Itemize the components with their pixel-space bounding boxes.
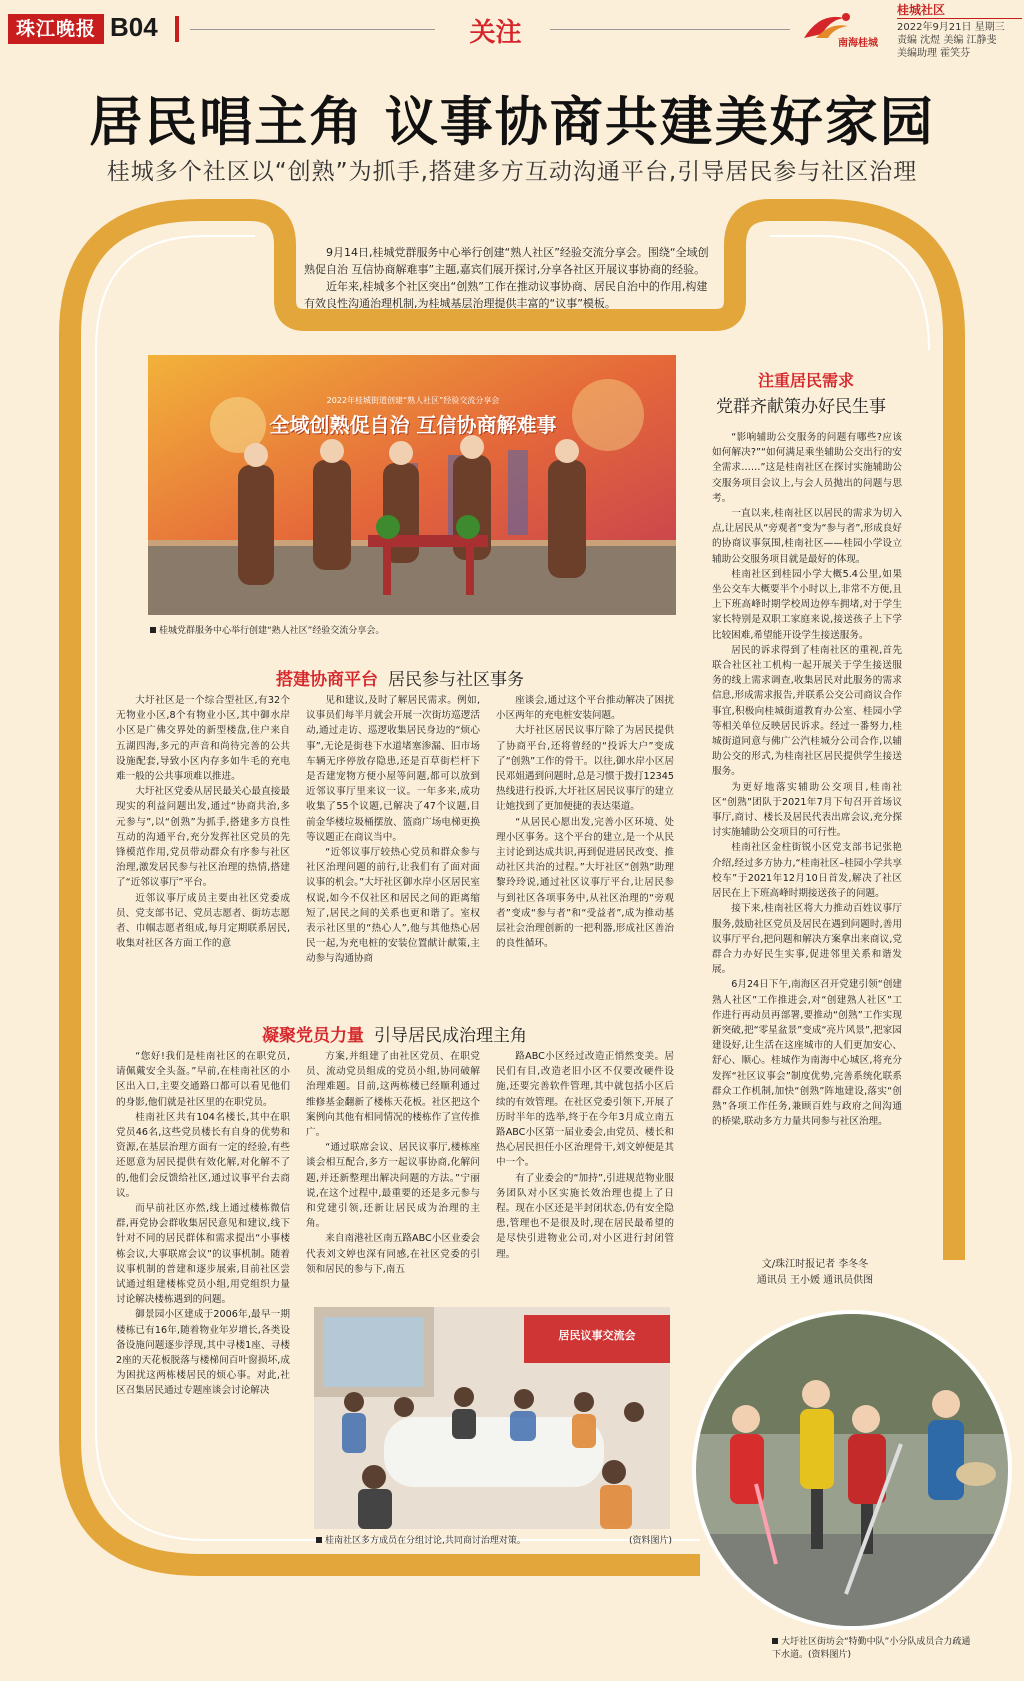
article-column (306, 1049, 480, 1301)
section-title (262, 1021, 527, 1046)
editor-assistant-line: 美编助理 霍笑芬 (897, 48, 971, 59)
paragraph: 有了业委会的“加持”,引进规范物业服务团队对小区实施长效治理也提上了日程。现在小区还是半封闭状态,仍有安全隐患,管理也不是很及时,现在居民最希望的是尽快引进物业公司,对小区进行封闭管理。 (496, 1172, 674, 1260)
paragraph: 御景园小区建成于2006年,最早一期楼栋已有16年,随着物业年岁增长,各类设备设施问题逐步浮现,其中寻楼1座、寻楼2座的天花板脱落与楼梯间百叶窗损坏,成为困扰这两栋楼居民的烦心事。对此,社区召集居民通过专题座谈会讨论解决 (116, 1309, 290, 1397)
photo-caption (150, 625, 550, 638)
paragraph: 一直以来,桂南社区以居民的需求为切入点,让居民从“旁观者”变为“参与者”,形成良好的协商议事氛围,桂南社区——桂园小学设立辅助公交服务项目就是最好的体现。 (712, 508, 902, 565)
paragraph: 见和建议,及时了解居民需求。例如,议事员们每半月就会开展一次街坊巡逻活动,通过走访、巡逻收集居民身边的“烦心事”,无论是街巷下水道堵塞渗漏、旧市场车辆无序停放存隐患,还是百草街栏杆下是否建宠物方便小屋等问题,都可以放到近邻议事厅里来议一议。一年多来,成功收集了55个议题,已解决了47个议题,目前金华楼垃圾桶摆放、篮商广场电梯更换等议题正在商议当中。 (306, 695, 480, 843)
paragraph: 而早前社区亦然,线上通过楼栋微信群,再党协会群收集居民意见和建议,线下针对不同的居民群体和需求提出“小事楼栋会议,大事联席会议”的议事机制。随着议事机制的普建和逐步展索,目前社区尝试通过组建楼栋党员小组,用党组织力量讨论解决楼栋遇到的问题。 (116, 1203, 290, 1306)
byline-reporter: 文/珠江时报记者 李冬冬 (761, 1259, 869, 1270)
paragraph: “您好!我们是桂南社区的在职党员,请佩戴安全头盔。”早前,在桂南社区的小区出入口,主要交通路口都可以看见他们的身影,他们就是社区里的在职党员。 (116, 1051, 290, 1108)
section-title (276, 665, 524, 690)
photo-drain-clearing (692, 1310, 1012, 1630)
photo-caption-text: 大圩社区街坊会“特勤中队”小分队成员合力疏通下水道。(资料图片) (772, 1637, 971, 1660)
paragraph: 居民的诉求得到了桂南社区的重视,首先联合社区社工机构一起开展关于学生接送服务的线上需求调查,收集居民对此服务的需求信息,形成需求报告,并联系公交公司商议合作事宜,积极向桂城街道教育办公室、桂园小学等相关单位反映居民诉求。经过一番努力,桂城街道同意与佛广公汽桂城分公司合作,以辅助公交的形式,为桂南社区居民提供学生接送服务。 (712, 644, 902, 778)
section-title-text: 引导居民成治理主角 (374, 1026, 527, 1046)
column-name: 桂城社区 (897, 4, 1022, 19)
section-title-key: 搭建协商平台 (276, 670, 378, 690)
forum-stage-image (148, 355, 676, 615)
byline-correspondent: 通讯员 王小媛 通讯员供图 (756, 1275, 874, 1286)
lead-paragraph: 9月14日,桂城党群服务中心举行创建“熟人社区”经验交流分享会。围绕“全域创熟促自治 互信协商解难事”主题,嘉宾们展开探讨,分享各社区开展议事协商的经验。 (304, 246, 709, 276)
paragraph: 大圩社区党委从居民最关心最直接最现实的利益问题出发,通过“协商共治,多元参与”,以“创熟”为抓手,搭建多方良性互动的沟通平台,充分发挥社区党员的先锋模范作用,党员带动群众有序参与社区治理,激发居民参与社区治理的热情,搭建了“近邻议事厅”平台。 (116, 786, 290, 889)
paragraph: “从居民心愿出发,完善小区环境、处理小区事务。这个平台的建立,是一个从民主讨论到达成共识,再到促进居民改变、推动社区共治的过程。”大圩社区“创熟”助理黎玲玲说,通过社区议事厅平台,让居民参与到社区各项事务中,从社区治理的“旁观者”变成“参与者”和“受益者”,成为推动基层社会治理创新的一把利器,形成社区善治的良性循环。 (496, 816, 674, 950)
paragraph: “近邻议事厅较热心党员和群众参与社区治理问题的前行,让我们有了面对面议事的机会。”大圩社区御水岸小区居民室权说,如今不仅社区和居民之间的距离缩短了,居民之间的关系也更和谐了。室权表示社区里的“热心人”,他与其他热心居民一起,为充电桩的安装位置献计献策,主动参与沟通协商 (306, 847, 480, 965)
photo-banner-small: 2022年桂城街道创建“熟人社区”经验交流分享会 (326, 396, 500, 405)
article-column (116, 1049, 290, 1509)
paragraph: 近邻议事厅成员主要由社区党委成员、党支部书记、党员志愿者、街坊志愿者、巾帼志愿者组成,每月定期联系居民,收集对社区各方面工作的意 (116, 892, 290, 950)
caption-marker-icon (316, 1537, 322, 1543)
paragraph: “影响辅助公交服务的问题有哪些?应该如何解决?”“如何满足乘坐辅助公交出行的安全需求……”这是桂南社区在探讨实施辅助公交服务项目会议上,与会人员抛出的问题与思考。 (712, 432, 902, 504)
caption-marker-icon (772, 1638, 778, 1644)
subheadline: 桂城多个社区以“创熟”为抓手,搭建多方互动沟通平台,引导居民参与社区治理 (106, 159, 918, 185)
lead-paragraphs (304, 244, 714, 312)
headline: 居民唱主角 议事协商共建美好家园 (89, 92, 935, 153)
paragraph: 来自南港社区南五路ABC小区业委会代表刘文婷也深有同感,在社区党委的引领和居民的参与下,南五 (306, 1233, 480, 1275)
article-column (496, 1049, 674, 1301)
caption-marker-icon (150, 627, 156, 633)
paragraph: 桂南社区金柱街锐小区党支部书记张艳介绍,经过多方协力,“桂南社区–桂园小学共享校车”于2021年12月10日首发,解决了社区居民在上下班高峰时期接送孩子的问题。 (712, 842, 902, 900)
photo-caption (316, 1535, 672, 1548)
paragraph: “通过联席会议、居民议事厅,楼栋座谈会相互配合,多方一起议事协商,化解问题,并还新整理出解决问题的方法。”宁丽说,在这个过程中,最重要的还是多元参与和党建引领,还新让居民成为治理的主角。 (306, 1142, 480, 1230)
paragraph: 桂南社区共有104名楼长,其中在职党员46名,这些党员楼长有自身的优势和资源,在基层治理方面有一定的经验,有些还愿意为居民提供有效化解,对化解不了的,他们会反馈给社区,通过议事平台去商议。 (116, 1111, 290, 1199)
masthead-logo: 珠江晚报 (8, 14, 104, 44)
issue-date: 2022年9月21日 星期三 (897, 22, 1005, 33)
drain-clearing-image (696, 1314, 1008, 1626)
sidebar-column (712, 430, 902, 1240)
logo-text: 南海桂城 (838, 38, 878, 49)
paragraph: 方案,并组建了由社区党员、在职党员、流动党员组成的党员小组,协同破解治理难题。目前,这两栋楼已经顺利通过维修基金翻新了楼栋天花板。社区把这个案例向其他有相同情况的楼栋作了宣传推广。 (306, 1051, 480, 1139)
article-column (306, 693, 480, 1011)
photo-credit: (资料图片) (628, 1536, 672, 1546)
photo-discussion (314, 1307, 670, 1529)
paragraph: 路ABC小区经过改造正悄然变美。居民们有目,改造老旧小区不仅要改硬件设施,还要完善软件管理,其中就包括小区后续的有效管理。在社区党委引领下,开展了历时半年的选举,终于在今年3月成立南五路ABC小区第一届业委会,由党员、楼长和热心居民担任小区治理骨干,刘文婷便是其中一个。 (496, 1051, 674, 1169)
paragraph: 座谈会,通过这个平台推动解决了困扰小区两年的充电桩安装问题。 (496, 695, 674, 722)
article-column (116, 693, 290, 1011)
sidebar-title: 党群齐献策办好民生事 (716, 397, 886, 417)
photo-caption-text: 桂南社区多方成员在分组讨论,共同商讨治理对策。 (325, 1536, 526, 1546)
editor-line: 责编 沈煜 美编 江静斐 (897, 35, 997, 46)
byline (740, 1257, 890, 1289)
paragraph: 为更好地落实辅助公交项目,桂南社区“创熟”团队于2021年7月下旬召开首场议事厅,商讨、楼长及居民代表出席会议,充分探讨实施辅助公交项目的可行性。 (712, 781, 902, 839)
sidebar-title-key: 注重居民需求 (758, 371, 855, 390)
lead-paragraph: 近年来,桂城多个社区突出“创熟”工作在推动议事协商、居民自治中的作用,构建有效良性沟通治理机制,为桂城基层治理提供丰富的“议事”模板。 (304, 280, 708, 310)
photo-banner-main: 全域创熟促自治 互信协商解难事 (269, 413, 557, 437)
section-name: 关注 (469, 18, 522, 48)
paragraph: 大圩社区是一个综合型社区,有32个无物业小区,8个有物业小区,其中御水岸小区是广佛交界处的新型楼盘,住户来自五湖四海,多元的声音和尚待完善的公共设施配套,导致小区内存多如牛毛的充电难一般的公共事项难以推进。 (116, 695, 290, 783)
article-column (496, 693, 674, 1011)
section-title-text: 居民参与社区事务 (388, 670, 524, 690)
photo-banner: 居民议事交流会 (558, 1329, 636, 1342)
paragraph: 6月24日下午,南海区召开党建引领“创建熟人社区”工作推进会,对“创建熟人社区”工作进行再动员再部署,要推动“创熟”工作实现新突破,把“零星盆景”变成“亮片风景”,把家园建设好,让生活在这座城市的人们更加安心、舒心、顺心。桂城作为南海中心城区,将充分发挥“社区议事会”制度优势,完善系统化联系群众工作机制,加快“创熟”阵地建设,落实“创熟”各项工作任务,兼顾百姓与政府之间沟通的桥梁,联动多方力量共同参与社区治理。 (712, 979, 902, 1128)
paragraph: 大圩社区居民议事厅除了为居民提供了协商平台,还将曾经的“投诉大户”变成了“创熟”工作的骨干。以往,御水岸小区居民邓姐遇到问题时,总是习惯于拨打12345热线进行投诉,大圩社区居民议事厅的建立让她找到了更加便捷的表达渠道。 (496, 725, 674, 813)
paragraph: 桂南社区到桂园小学大概5.4公里,如果坐公交车大概要半个小时以上,非常不方便,且上下班高峰时期学校周边停车拥堵,对于学生家长特别是双职工家庭来说,接送孩子上下学比较困难,希望能开设学生接送服务。 (712, 568, 902, 641)
section-title-key: 凝聚党员力量 (262, 1026, 364, 1046)
paragraph: 接下来,桂南社区将大力推动百姓议事厅服务,鼓励社区党员及居民在遇到问题时,善用议事厅平台,把问题和解决方案拿出来商议,党群合力办好民生实事,促进邻里关系和谐发展。 (712, 903, 902, 976)
photo-caption-text: 桂城党群服务中心举行创建“熟人社区”经验交流分享会。 (159, 626, 385, 636)
photo-caption (772, 1636, 972, 1662)
page-number: B04 (110, 12, 158, 42)
photo-forum-stage (148, 355, 676, 615)
